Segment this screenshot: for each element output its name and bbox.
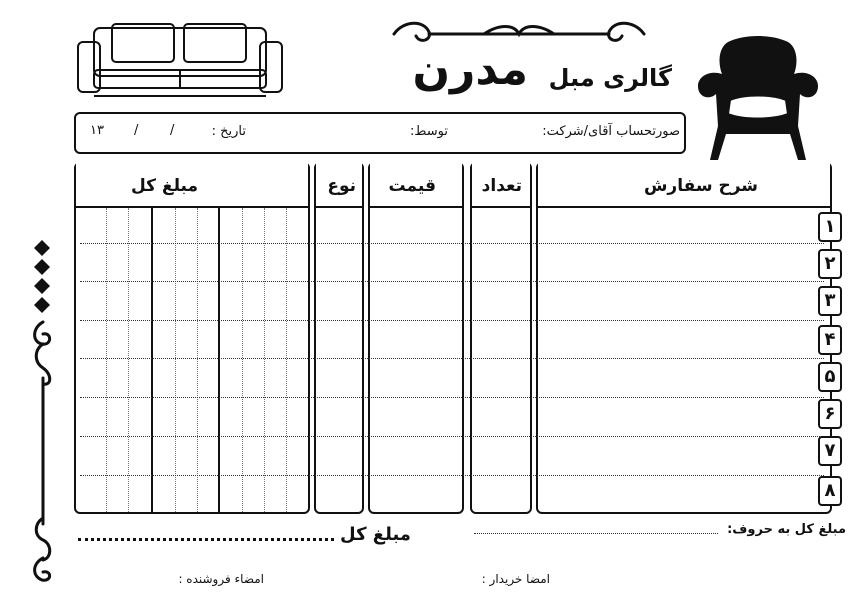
buyer-signature: امضا خریدار : xyxy=(481,572,550,586)
in-words-label: مبلغ کل به حروف: xyxy=(727,522,846,537)
quantity-column xyxy=(470,162,532,514)
header-type-label: نوع xyxy=(327,176,356,196)
total-subdivider xyxy=(242,208,243,512)
total-divider-2 xyxy=(218,208,220,512)
grand-total-label: مبلغ کل xyxy=(340,524,411,545)
row-number: ۵ xyxy=(818,362,842,392)
in-words-line xyxy=(474,533,718,534)
row-line xyxy=(80,397,824,398)
date-slash-1: / xyxy=(170,123,175,138)
total-subdivider xyxy=(128,208,129,512)
row-line xyxy=(80,320,824,321)
total-subdivider xyxy=(175,208,176,512)
customer-label: صورتحساب آقای/شرکت: xyxy=(542,124,680,139)
year-prefix: ۱۳ xyxy=(90,123,104,138)
row-number: ۷ xyxy=(818,436,842,466)
header-description-label: شرح سفارش xyxy=(643,176,758,196)
total-column xyxy=(74,162,310,514)
armchair-illustration xyxy=(694,34,822,162)
row-line xyxy=(80,243,824,244)
total-subdivider xyxy=(106,208,107,512)
row-number: ۲ xyxy=(818,249,842,279)
row-number: ۱ xyxy=(818,212,842,242)
diamond-ornaments xyxy=(32,240,52,314)
brand-title xyxy=(388,44,678,106)
side-flourish xyxy=(30,318,56,584)
row-line xyxy=(80,358,824,359)
type-column xyxy=(314,162,364,514)
total-divider-1 xyxy=(151,208,153,512)
total-subdivider xyxy=(197,208,198,512)
row-number: ۴ xyxy=(818,325,842,355)
header-price-label: قیمت xyxy=(388,176,436,196)
date-slash-2: / xyxy=(134,123,139,138)
description-column xyxy=(536,162,832,514)
row-line xyxy=(80,475,824,476)
header-total-label: مبلغ کل xyxy=(131,176,198,196)
row-number: ۶ xyxy=(818,399,842,429)
row-line xyxy=(80,281,824,282)
total-subdivider xyxy=(286,208,287,512)
seller-signature: امضاء فروشنده : xyxy=(178,572,264,586)
header-quantity-label: تعداد xyxy=(481,176,522,196)
brand-name-prefix: گالری مبل xyxy=(548,64,672,92)
brand-name-main: مدرن xyxy=(412,44,528,95)
row-number: ۸ xyxy=(818,476,842,506)
grand-total-line xyxy=(78,538,334,541)
row-line xyxy=(80,436,824,437)
info-row xyxy=(74,112,686,154)
row-number: ۳ xyxy=(818,286,842,316)
by-label: توسط: xyxy=(410,124,448,139)
total-subdivider xyxy=(264,208,265,512)
sofa-illustration xyxy=(74,20,286,102)
price-column xyxy=(368,162,464,514)
date-label: تاریخ : xyxy=(211,124,246,139)
